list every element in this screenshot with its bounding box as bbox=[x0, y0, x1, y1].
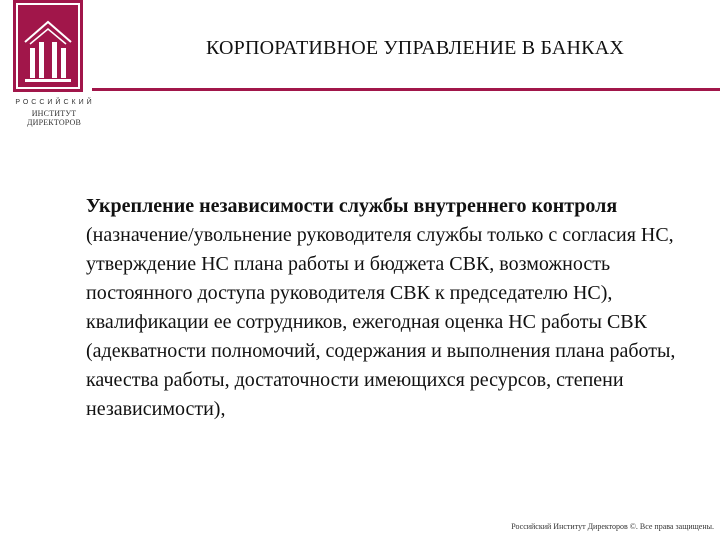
logo-text-line2: ИНСТИТУТ ДИРЕКТОРОВ bbox=[26, 109, 82, 127]
footer-copyright: Российский Институт Директоров ©. Все права защищены. bbox=[511, 522, 714, 531]
header-divider bbox=[92, 88, 720, 91]
page-title: КОРПОРАТИВНОЕ УПРАВЛЕНИЕ В БАНКАХ bbox=[206, 37, 624, 59]
logo-text-line1: РОССИЙСКИЙ bbox=[15, 99, 95, 106]
logo bbox=[8, 0, 108, 126]
slide-body-text bbox=[86, 192, 706, 424]
building-columns-icon bbox=[13, 0, 83, 92]
body-rest-text: (назначение/увольнение руководителя службы только с согласия НС, утверждение НС плана работы и бюджета СВК, возможность постоянного доступа руководителя СВК к председателю НС), квалификации ее сотрудников, ежегодная оценка НС работы СВК (адекватности полномочий, содержания и выполнения плана работы, качества работы, достаточности имеющихся ресурсов, степени независимости), bbox=[86, 224, 676, 420]
body-bold-lead: Укрепление независимости службы внутреннего контроля bbox=[86, 195, 618, 217]
